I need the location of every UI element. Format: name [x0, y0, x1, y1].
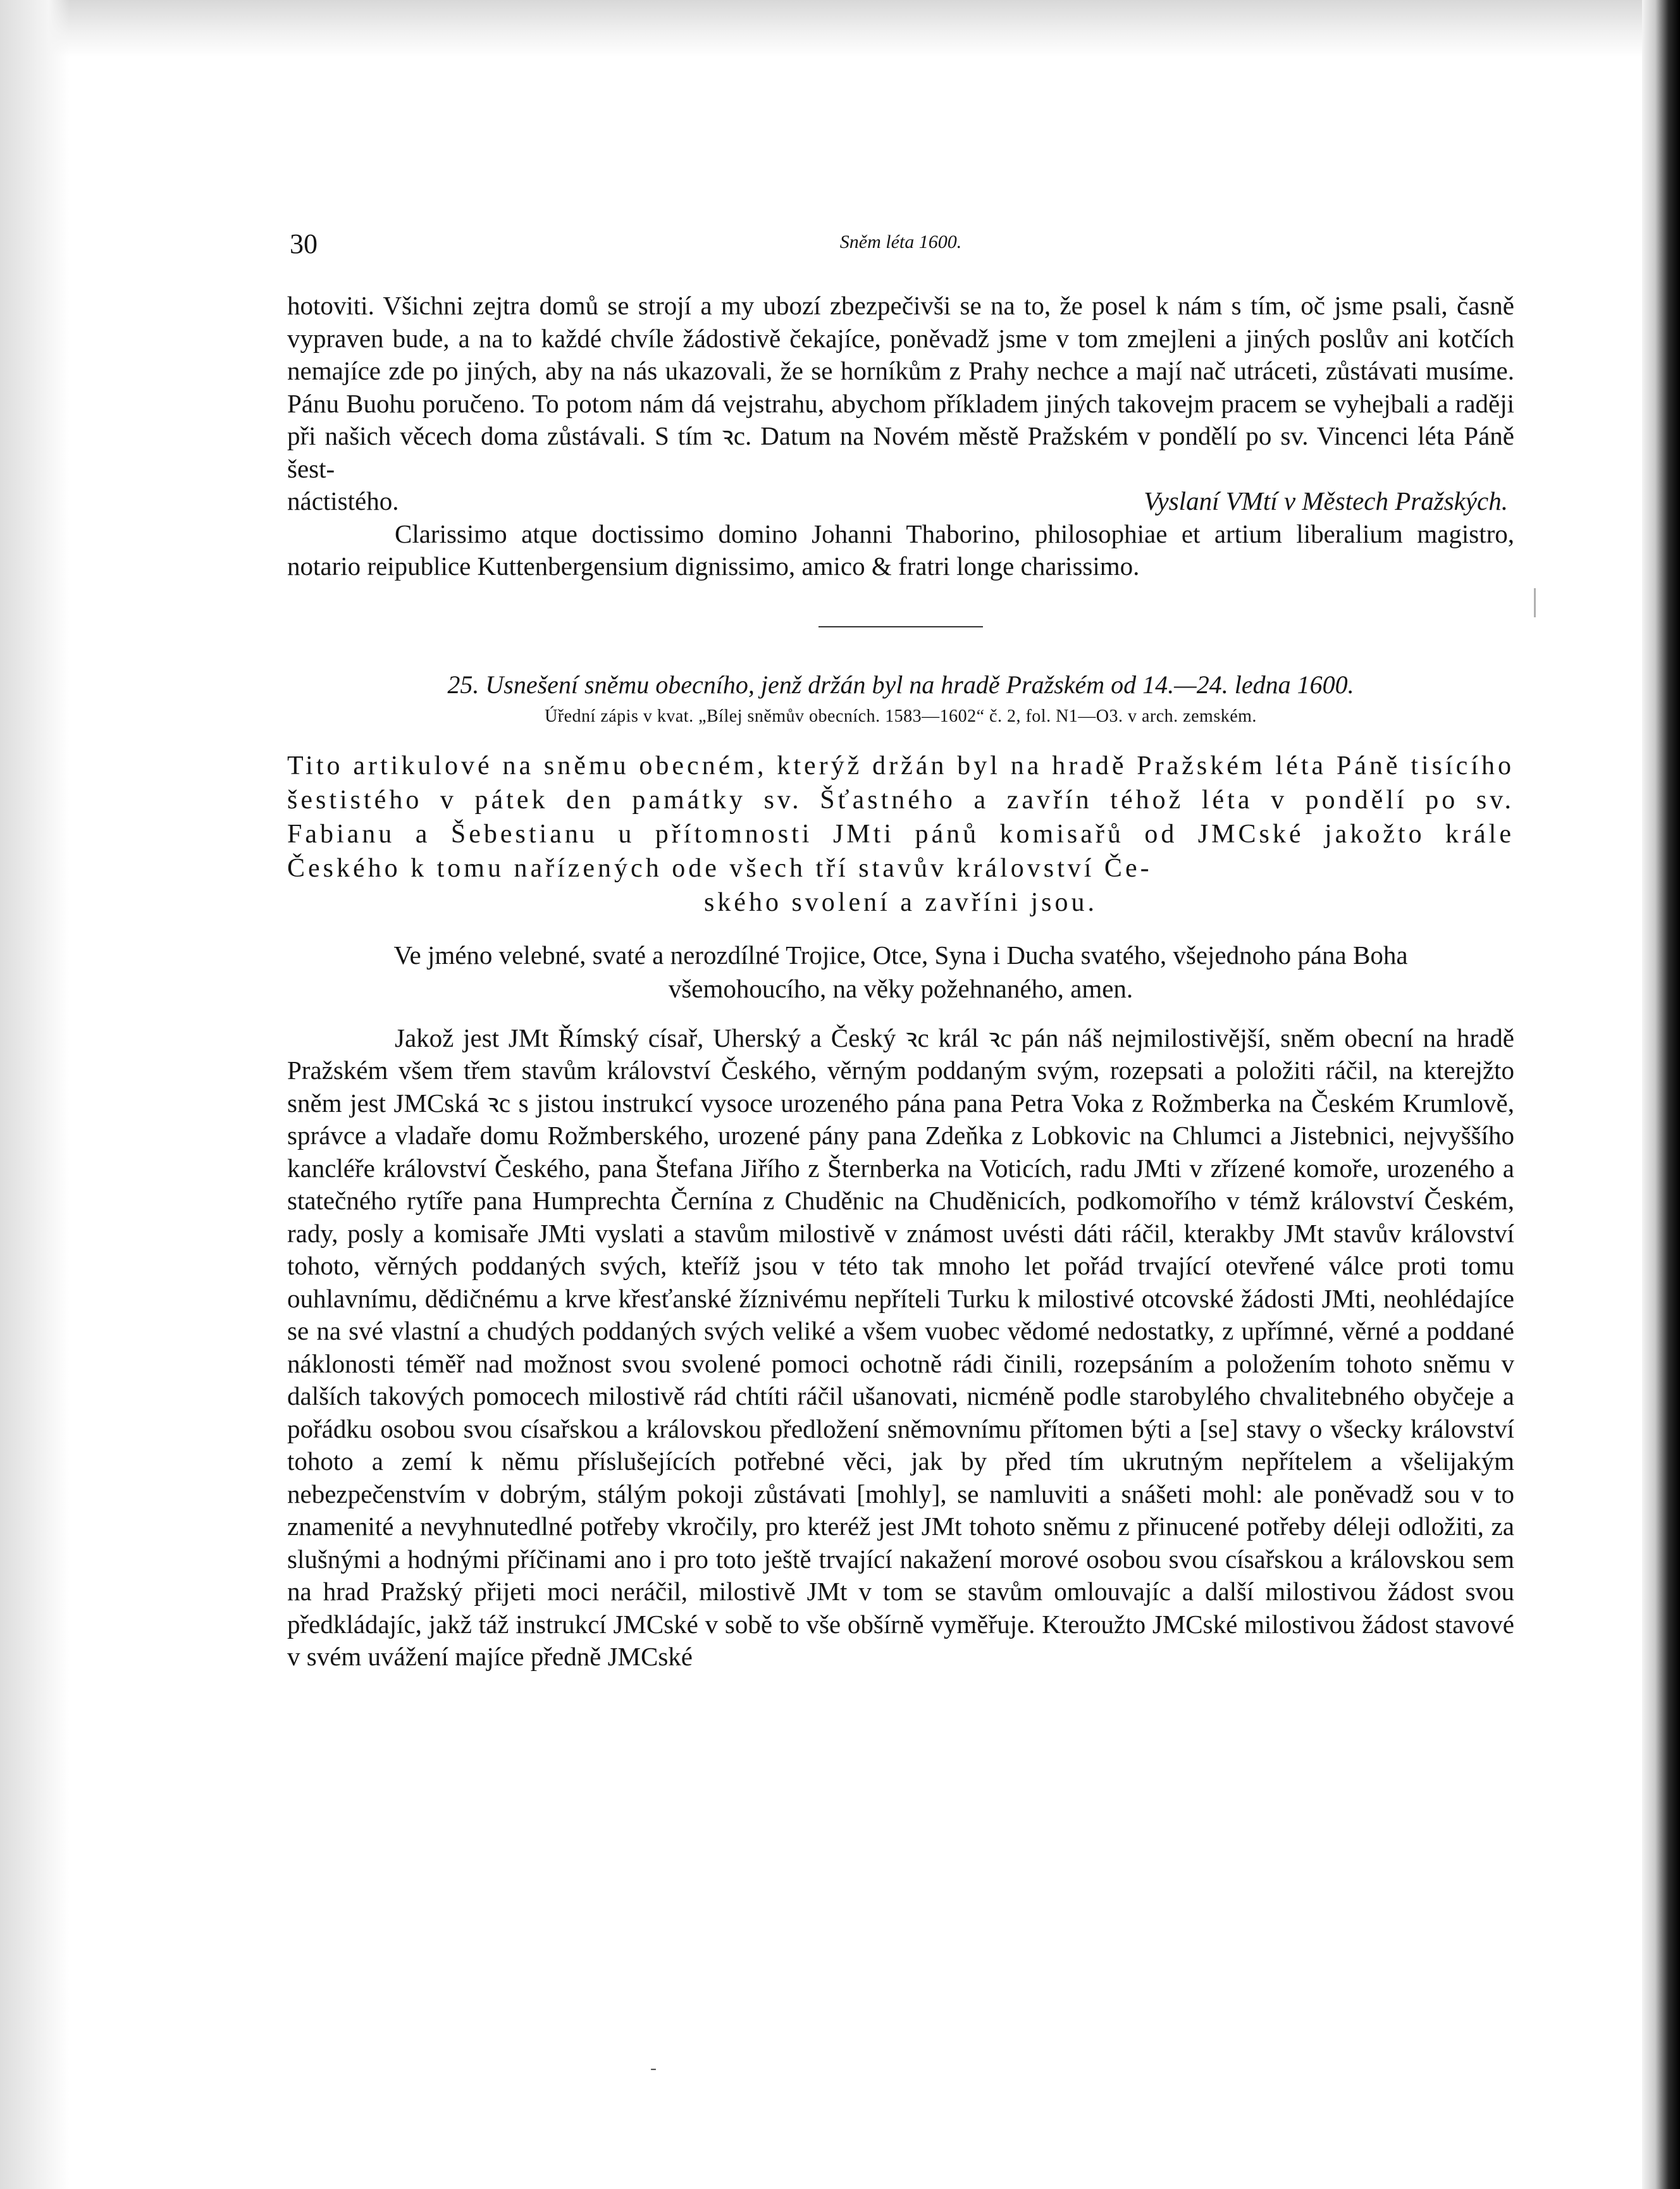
preamble-last-line: ského svolení a zavříni jsou. — [703, 887, 1098, 917]
running-head — [287, 215, 1514, 266]
main-text-block — [287, 1022, 1514, 1674]
book-page — [287, 215, 1514, 1674]
invocation-line-2: všemohoucího, na věky požehnaného, amen. — [668, 973, 1133, 1003]
main-text: Jakož jest JMt Římský císař, Uherský a Český ꝛc král ꝛc pán náš nejmilostivější, sněm obecní na hradě Pražském všem třem stavům království Českého, věrným poddaným svým, rozepsati a položiti ráčil, na kterejžto sněm jest JMCská ꝛc s jistou instrukcí vysoce urozeného pána pana Petra Voka z Rožmberka na Českém Krumlově, správce a vladaře domu Rožmberského, urozené pány pana Zdeňka z Lobkovic na Chlumci a Jistebnici, nejvyššího kancléře království Českého, pana Štefana Jiřího z Šternberka na Voticích, radu JMti v zřízené komoře, urozeného a statečného rytíře pana Humprechta Černína z Chuděnic na Chuděnicích, podkomořího v témž království Českém, rady, posly a komisaře JMti vyslati a stavům milostivě v známost uvésti dáti ráčil, kterakby JMt stavův království tohoto, věrných poddaných svých, kteříž jsou v této tak mnoho let pořád trvající otevřené válce proti tomu ouhlavnímu, dědičnému a krve křesťanské žíznivému nepříteli Turku k milostivé otcovské žádosti JMti, neohlédajíce se na své vlastní a chudých poddaných svých veliké a všem vuobec vědomé nedostatky, z upřímné, věrné a poddané náklonosti téměř nad možnost svou svolené pomoci ochotně rádi činili, rozepsáním a položením tohoto sněmu v dalších takových pomocech milostivě rád chtíti ráčil ušanovati, nicméně podle starobylého chvalitebného obyčeje a pořádku osobou svou císařskou a královskou předložení sněmovnímu přítomen býti a [se] stavy o všecky království tohoto a zemí k němu příslušejících potřebné věci, jak by před tím ukrutným nepřítelem a všelijakým nebezpečenstvím v dobrým, stálým pokoji zůstávati [mohly], se namluviti a snášeti mohl: ale poněvadž sou v to znamenité a nevyhnutedlné potřeby vkročily, pro kteréž jest JMt tohoto sněmu z přinucené potřeby déleji odložiti, za slušnými a hodnými příčinami ano i pro toto ještě trvající nakažení morové osobou svou císařskou a královskou sem na hrad Pražský přijeti moci neráčil, milostivě JMt v tom se stavům omlouvajíc a další milostivou žádost svou předkládajíc, jakž táž instrukcí JMCské v sobě to vše obšírně vyměřuje. Kteroužto JMCské milostivou žádost stavové v svém uvážení majíce předně JMCské — [287, 1023, 1514, 1671]
preamble — [287, 749, 1514, 920]
letter-address: Clarissimo atque doctissimo domino Johanni Thaborino, philosophiae et artium liberalium magistro, notario reipublice Kuttenbergensium dignissimo, amico & fratri longe charissimo. — [287, 519, 1514, 581]
preamble-text: Tito artikulové na sněmu obecném, kterýž držán byl na hradě Pražském léta Páně tisícího šestistého v pátek den památky sv. Šťastného a zavřín téhož léta v pondělí po sv. Fabianu a Šebestianu u přítomnosti JMti pánů komisařů od JMCské jakožto krále Českého k tomu nařízených ode všech tří stavův království Če- — [287, 751, 1514, 883]
margin-mark — [1534, 588, 1536, 617]
source-note: Úřední zápis v kvat. „Bílej sněmův obecních. 1583—1602“ č. 2, fol. N1—O3. v arch. zemském. — [545, 706, 1257, 726]
invocation-line-1: Ve jméno velebné, svaté a nerozdílné Trojice, Otce, Syna i Ducha svatého, všejednoho pána Boha — [393, 940, 1408, 970]
scan-shadow-top — [0, 0, 1680, 57]
invocation — [287, 939, 1514, 1006]
running-title: Sněm léta 1600. — [839, 231, 962, 252]
scan-edge-right — [1642, 0, 1680, 2189]
letter-ending — [287, 290, 1514, 583]
letter-body-last-line: náctistého. — [287, 486, 399, 515]
page-number: 30 — [290, 228, 318, 259]
signature-line — [287, 485, 1514, 518]
letter-signature: Vyslaní VMtí v Městech Pražských. — [1144, 486, 1508, 515]
section-divider — [818, 626, 983, 627]
letter-body: hotoviti. Všichni zejtra domů se strojí a my ubozí zbezpečivši se na to, že posel k nám s tím, oč jsme psali, časně vypraven bude, a na to každé chvíle žádostivě čekajíce, poněvadž jsme v tom zmejleni a jiných poslův ani kotčích nemajíce zde po jiných, aby na nás ukazovali, že se horníkům z Prahy nechce a mají nač utráceti, zůstávati musíme. Pánu Buohu poručeno. To potom nám dá vejstrahu, abychom příkladem jiných takovejm pracem se vyhejbali a raději při našich věcech doma zůstávali. S tím ꝛc. Datum na Novém městě Pražském v pondělí po sv. Vincenci léta Páně šest- — [287, 291, 1514, 483]
section-heading: 25. Usnešení sněmu obecního, jenž držán byl na hradě Pražském od 14.—24. ledna 1600. — [447, 670, 1354, 699]
stray-mark: ‑ — [650, 2057, 657, 2078]
scan-shadow-left — [0, 0, 70, 2189]
